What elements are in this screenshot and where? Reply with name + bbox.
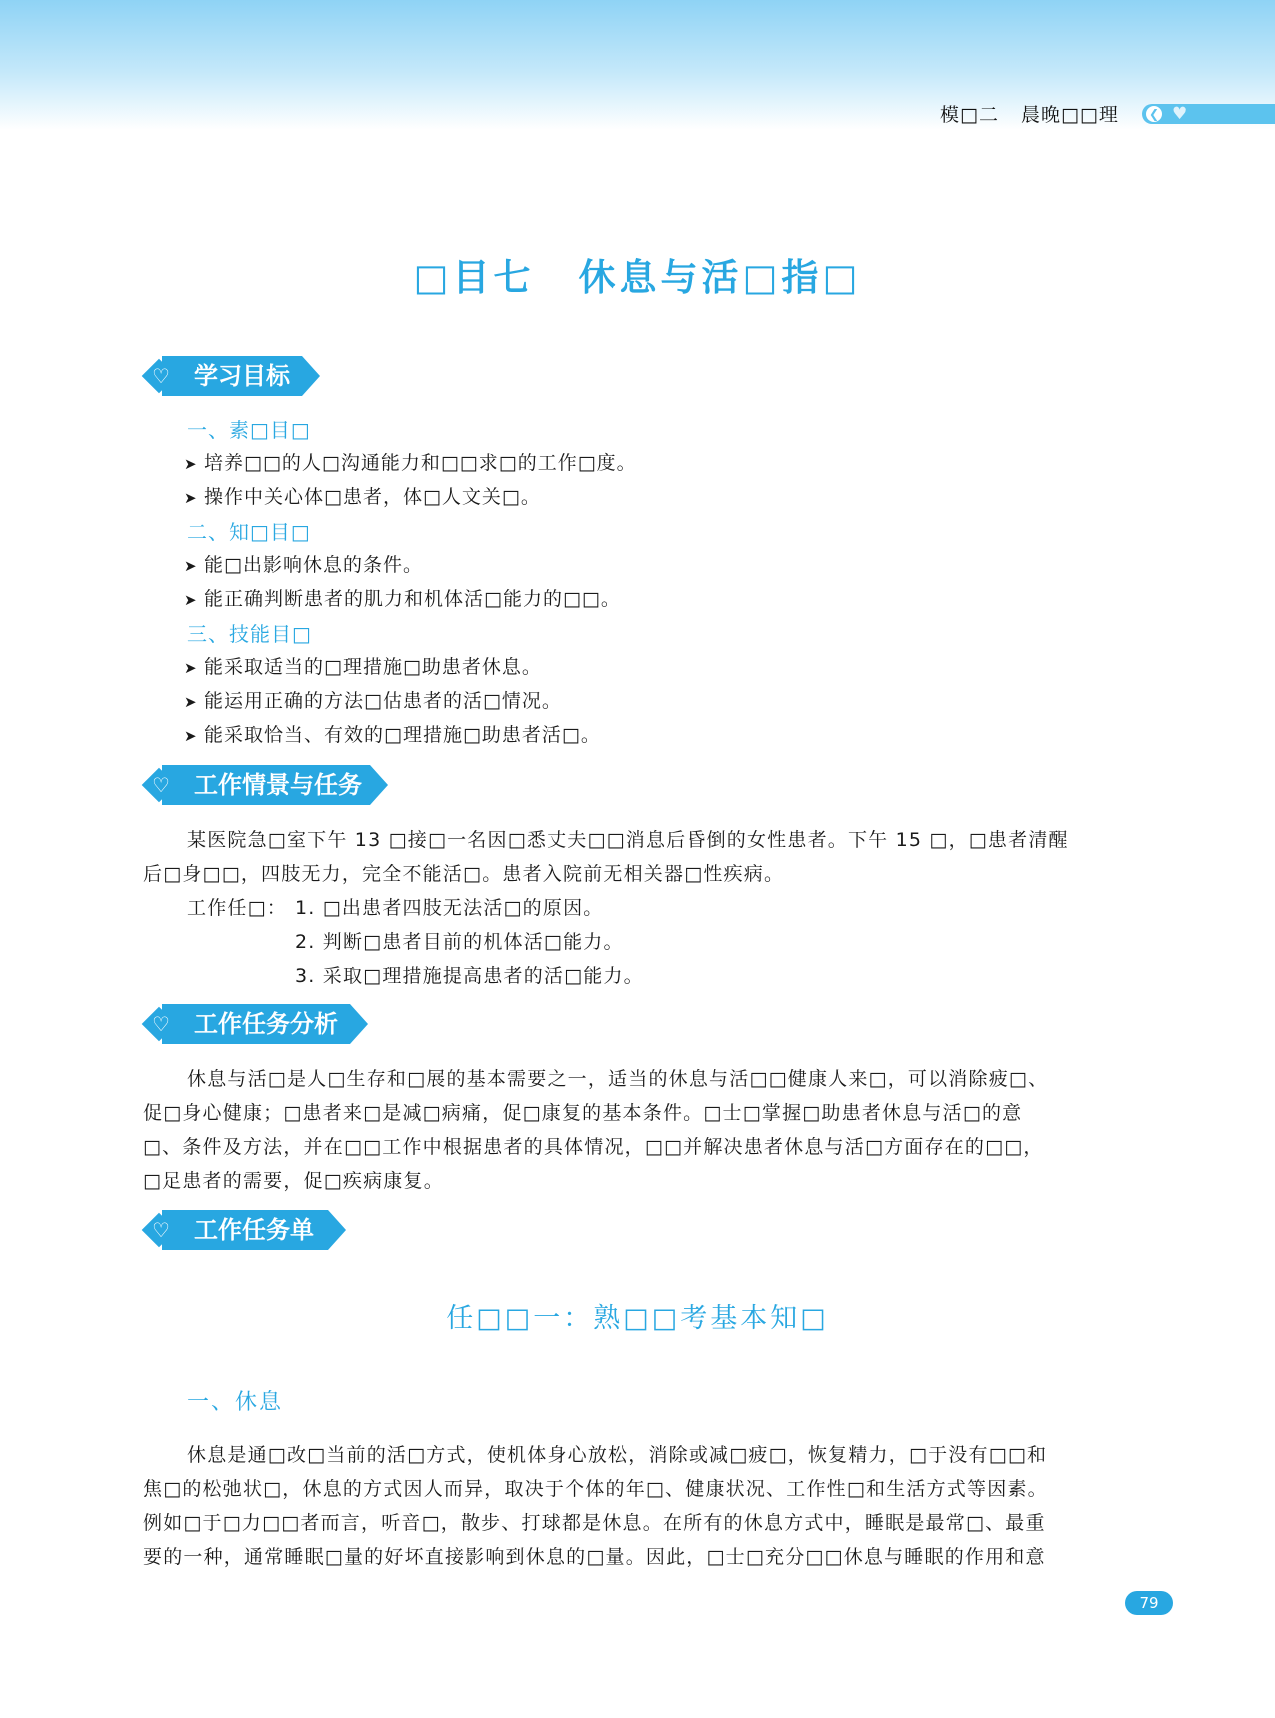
objective-group-heading: 二、知□目□ bbox=[187, 520, 311, 544]
objective-group-heading: 三、技能目□ bbox=[187, 622, 312, 646]
objective-item: ➤ 能正确判断患者的肌力和机体活□能力的□□。 bbox=[184, 588, 621, 610]
arrow-bullet-icon: ➤ bbox=[184, 489, 198, 507]
analysis-line: 休息与活□是人□生存和□展的基本需要之一，适当的休息与活□□健康人来□，可以消除疲□、 bbox=[187, 1068, 1049, 1090]
banner-label: 工作情景与任务 bbox=[194, 771, 362, 799]
project-number: □目七 bbox=[413, 256, 535, 299]
banner-label: 学习目标 bbox=[194, 362, 290, 390]
arrow-bullet-icon: ➤ bbox=[184, 693, 198, 711]
objective-item: ➤ 操作中关心体□患者，体□人文关□。 bbox=[184, 486, 541, 508]
section-banner-objectives bbox=[142, 356, 320, 396]
header-tab bbox=[1142, 104, 1275, 124]
heartbeat-icon: ♡ bbox=[152, 364, 170, 388]
rest-line: 休息是通□改□当前的活□方式，使机体身心放松，消除或减□疲□，恢复精力，□于没有□□和 bbox=[187, 1444, 1048, 1466]
scenario-line: 后□身□□，四肢无力，完全不能活□。患者入院前无相关器□性疾病。 bbox=[143, 863, 785, 885]
objective-item: ➤ 能采取恰当、有效的□理措施□助患者活□。 bbox=[184, 724, 601, 746]
scenario-line: 某医院急□室下午 13 □接□一名因□悉丈夫□□消息后昏倒的女性患者。下午 15 □，□患者清醒 bbox=[187, 829, 1069, 851]
back-arrow-icon: ❮ bbox=[1146, 106, 1162, 122]
arrow-bullet-icon: ➤ bbox=[184, 455, 198, 473]
page-title bbox=[0, 247, 1275, 301]
banner-label: 工作任务单 bbox=[194, 1216, 314, 1244]
analysis-line: □足患者的需要，促□疾病康复。 bbox=[143, 1170, 444, 1192]
section-banner-scenario bbox=[142, 765, 388, 805]
arrow-bullet-icon: ➤ bbox=[184, 659, 198, 677]
header-module: 模□二 bbox=[940, 104, 999, 126]
rest-line: 焦□的松弛状□，休息的方式因人而异，取决于个体的年□、健康状况、工作性□和生活方式等因素。 bbox=[143, 1478, 1048, 1500]
section-banner-tasklist bbox=[142, 1210, 346, 1250]
task-item: 1. □出患者四肢无法活□的原因。 bbox=[295, 897, 604, 919]
rest-heading: 一、休息 bbox=[187, 1390, 284, 1415]
heart-icon: ♥ bbox=[1172, 104, 1188, 124]
arrow-bullet-icon: ➤ bbox=[184, 557, 198, 575]
objective-group-heading: 一、素□目□ bbox=[187, 418, 311, 442]
banner-label: 工作任务分析 bbox=[194, 1010, 338, 1038]
rest-line: 例如□于□力□□者而言，听音□，散步、打球都是休息。在所有的休息方式中，睡眠是最常□、最重 bbox=[143, 1512, 1046, 1534]
analysis-line: □、条件及方法，并在□□工作中根据患者的具体情况，□□并解决患者休息与活□方面存在的□□， bbox=[143, 1136, 1044, 1158]
heartbeat-icon: ♡ bbox=[152, 1012, 170, 1036]
task-one-title: 任□□一：熟□□考基本知□ bbox=[446, 1303, 829, 1334]
objective-item: ➤ 能□出影响休息的条件。 bbox=[184, 554, 423, 576]
header-chapter: 晨晚□□理 bbox=[1020, 104, 1119, 126]
section-banner-analysis bbox=[142, 1004, 368, 1044]
analysis-line: 促□身心健康；□患者来□是减□病痛，促□康复的基本条件。□士□掌握□助患者休息与活□的意 bbox=[143, 1102, 1023, 1124]
objective-item: ➤ 能采取适当的□理措施□助患者休息。 bbox=[184, 656, 542, 678]
task-prefix: 工作任□： bbox=[187, 897, 287, 919]
arrow-bullet-icon: ➤ bbox=[184, 591, 198, 609]
heartbeat-icon: ♡ bbox=[152, 1218, 170, 1242]
task-item: 2. 判断□患者目前的机体活□能力。 bbox=[295, 931, 624, 953]
heartbeat-icon: ♡ bbox=[152, 773, 170, 797]
running-header bbox=[940, 100, 1119, 130]
project-name: 休息与活□指□ bbox=[578, 256, 862, 299]
page-number: 79 bbox=[1125, 1591, 1173, 1615]
objective-item: ➤ 能运用正确的方法□估患者的活□情况。 bbox=[184, 690, 562, 712]
arrow-bullet-icon: ➤ bbox=[184, 727, 198, 745]
task-item: 3. 采取□理措施提高患者的活□能力。 bbox=[295, 965, 644, 987]
objective-item: ➤ 培养□□的人□沟通能力和□□求□的工作□度。 bbox=[184, 452, 637, 474]
rest-line: 要的一种，通常睡眠□量的好坏直接影响到休息的□量。因此，□士□充分□□休息与睡眠的作用和意 bbox=[143, 1546, 1046, 1568]
